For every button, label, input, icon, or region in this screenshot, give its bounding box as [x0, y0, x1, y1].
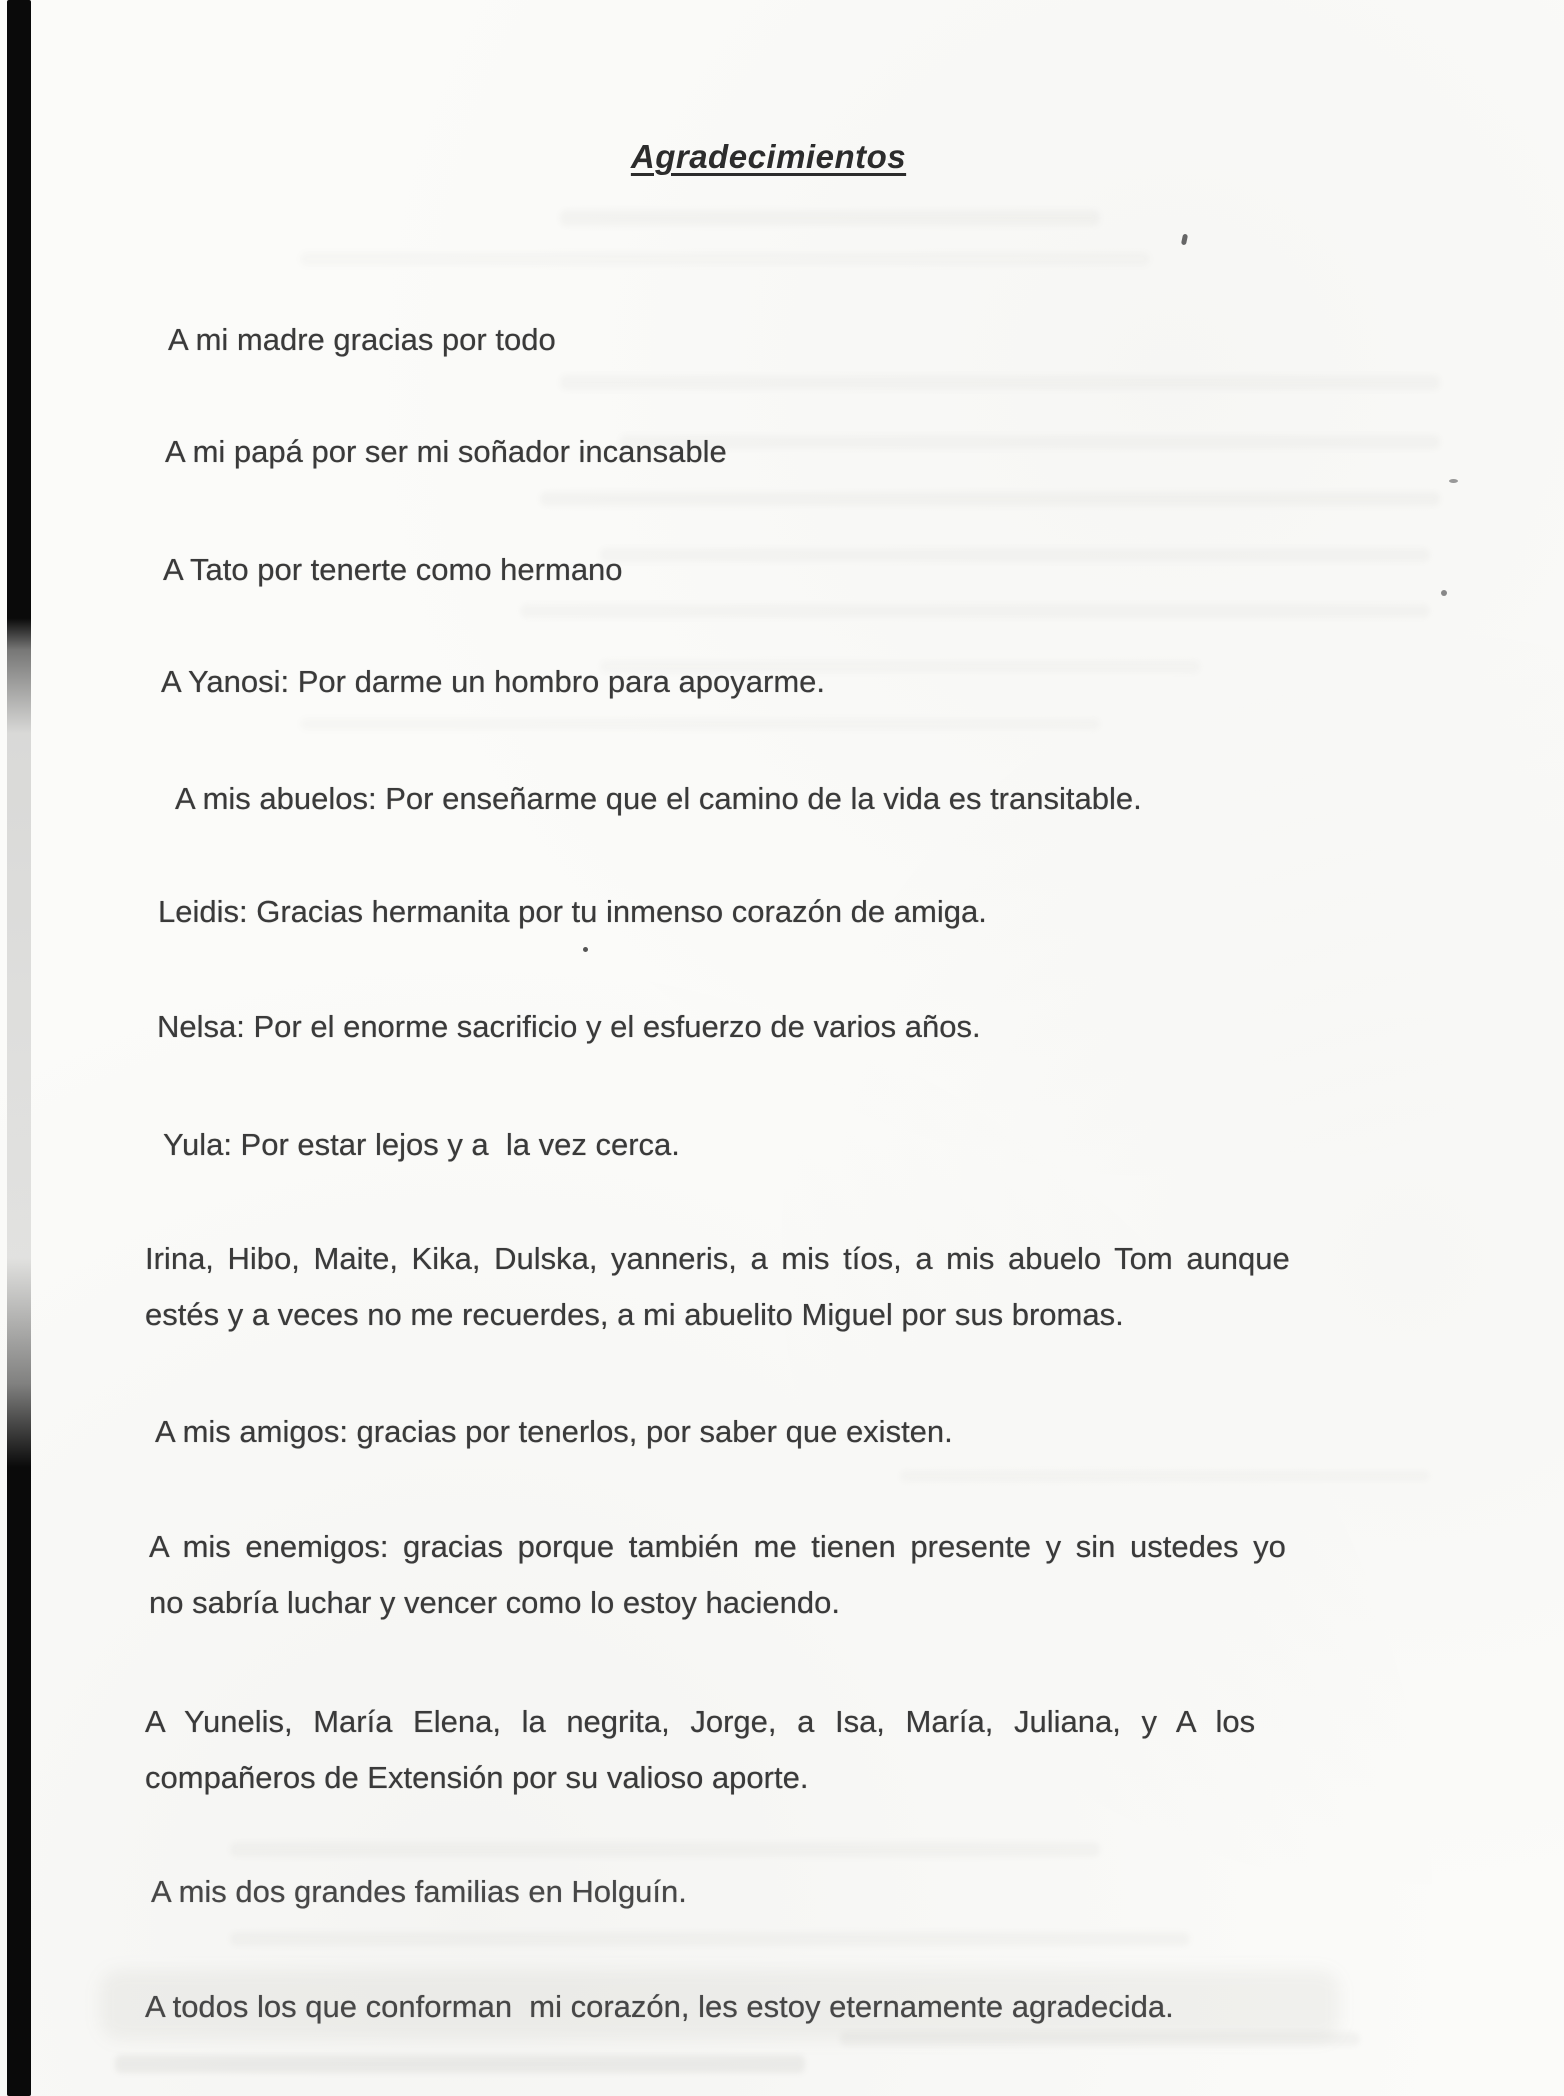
- paragraph-line: A Tato por tenerte como hermano: [163, 552, 623, 587]
- paragraph: [145, 1404, 1370, 1460]
- paragraph-line: Yula: Por estar lejos y a la vez cerca.: [163, 1127, 680, 1162]
- bleedthrough-artifact: [300, 718, 1100, 730]
- paragraph-line: A mi madre gracias por todo: [168, 322, 556, 357]
- paragraph: [145, 1231, 1360, 1343]
- paragraph: [145, 1864, 1366, 1920]
- paragraph: [145, 884, 1373, 940]
- paragraph-line: compañeros de Extensión por su valioso aporte.: [145, 1760, 809, 1795]
- paragraph: [145, 1519, 1364, 1631]
- paragraph: [145, 542, 1378, 598]
- scan-speck-artifact: [583, 947, 588, 952]
- paragraph-line: A mis dos grandes familias en Holguín.: [151, 1874, 687, 1909]
- scan-edge-artifact: [7, 0, 31, 2096]
- paragraph: [145, 424, 1380, 480]
- paragraph: [145, 654, 1376, 710]
- paragraph: [145, 312, 1383, 368]
- paragraph-line: Irina, Hibo, Maite, Kika, Dulska, yanneris, a mis tíos, a mis abuelo Tom aunque: [145, 1241, 1290, 1276]
- paragraph: [145, 1117, 1378, 1173]
- paragraph-line: A mi papá por ser mi soñador incansable: [165, 434, 727, 469]
- paragraph: [145, 999, 1372, 1055]
- bleedthrough-artifact: [560, 375, 1440, 390]
- scan-speck-artifact: [1441, 590, 1447, 596]
- paragraph: [145, 771, 1390, 827]
- page-title: Agradecimientos: [630, 138, 907, 175]
- paragraph-line: Nelsa: Por el enorme sacrificio y el esfuerzo de varios años.: [157, 1009, 981, 1044]
- bleedthrough-artifact: [230, 1932, 1190, 1946]
- bleedthrough-artifact: [560, 210, 1100, 226]
- paragraph-line: A Yanosi: Por darme un hombro para apoyarme.: [161, 664, 826, 699]
- scan-speck-artifact: [1181, 234, 1188, 246]
- paragraph-line: A mis abuelos: Por enseñarme que el camino de la vida es transitable.: [175, 781, 1142, 816]
- paragraph-line: A todos los que conforman mi corazón, les estoy eternamente agradecida.: [145, 1989, 1174, 2024]
- paragraph-line: Leidis: Gracias hermanita por tu inmenso corazón de amiga.: [158, 894, 987, 929]
- scan-speck-artifact: [1449, 479, 1458, 483]
- paragraph-line: A mis amigos: gracias por tenerlos, por saber que existen.: [155, 1414, 953, 1449]
- bleedthrough-artifact: [520, 604, 1430, 618]
- paragraph-line: estés y a veces no me recuerdes, a mi abuelito Miguel por sus bromas.: [145, 1297, 1124, 1332]
- paragraph-line: no sabría luchar y vencer como lo estoy haciendo.: [149, 1585, 840, 1620]
- paragraph: [145, 1979, 1360, 2035]
- bleedthrough-artifact: [115, 2055, 805, 2073]
- paragraph-line: A Yunelis, María Elena, la negrita, Jorge, a Isa, María, Juliana, y A los: [145, 1704, 1256, 1739]
- bleedthrough-artifact: [540, 492, 1440, 506]
- bleedthrough-artifact: [900, 1470, 1430, 1482]
- paragraph-line: A mis enemigos: gracias porque también me tienen presente y sin ustedes yo: [149, 1529, 1286, 1564]
- bleedthrough-artifact: [230, 1842, 1100, 1857]
- bleedthrough-artifact: [300, 252, 1150, 266]
- paragraph: [145, 1694, 1360, 1806]
